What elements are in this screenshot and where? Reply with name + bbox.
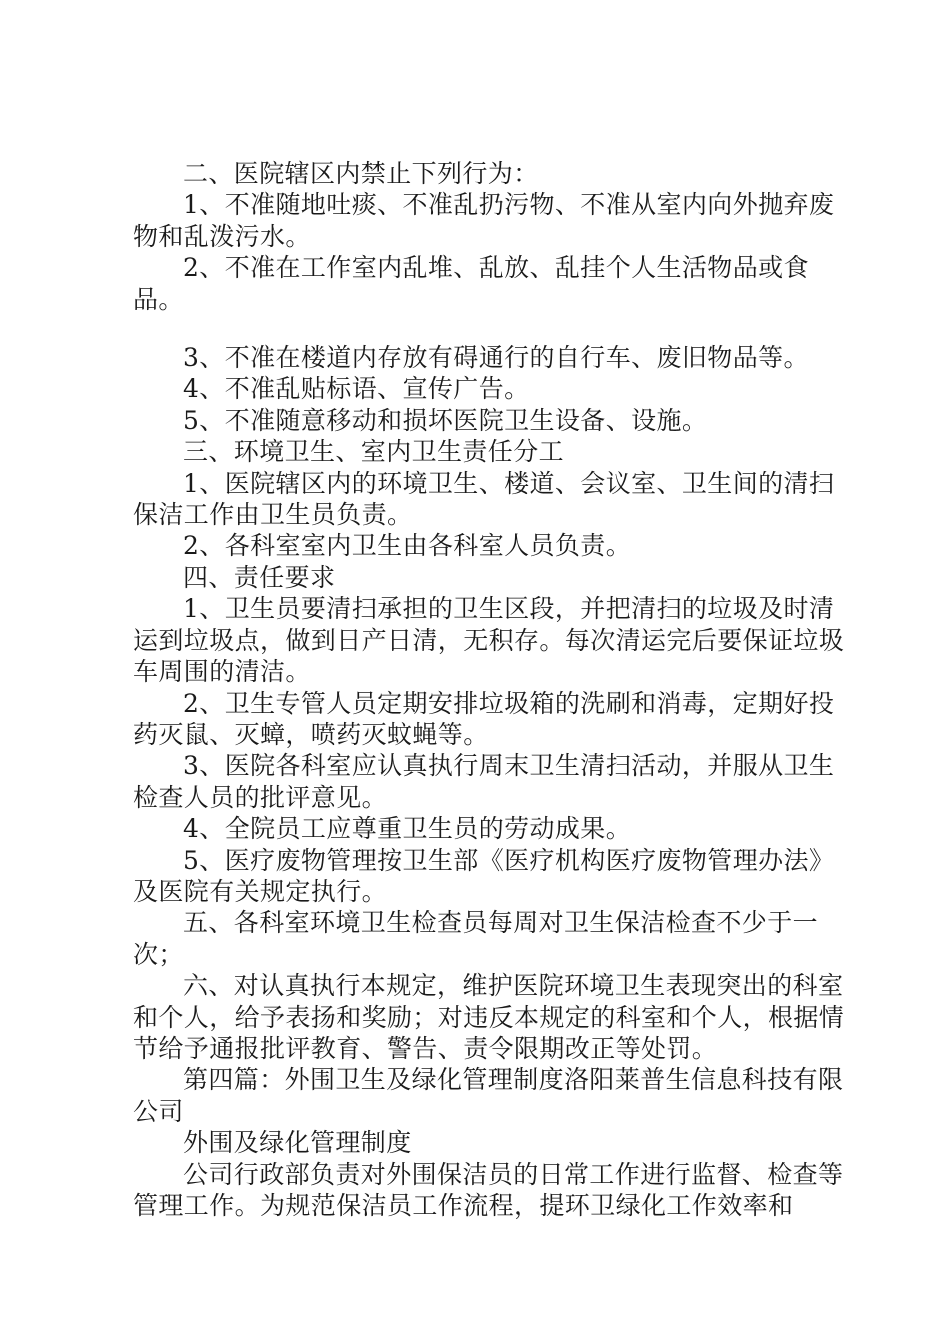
paragraph-rule-3: 3、不准在楼道内存放有碍通行的自行车、废旧物品等。 [183, 343, 809, 373]
paragraph-rule-1: 1、不准随地吐痰、不准乱扔污物、不准从室内向外抛弃废物和乱泼污水。 [133, 190, 835, 251]
paragraph-requirement-3: 3、医院各科室应认真执行周末卫生清扫活动，并服从卫生检查人员的批评意见。 [133, 751, 835, 812]
section-heading-requirements: 四、责任要求 [183, 562, 336, 592]
paragraph-section-six: 六、对认真执行本规定，维护医院环境卫生表现突出的科室和个人，给予表扬和奖励；对违反本规定的科室和个人，根据情节给予通报批评教育、警告、责令限期改正等处罚。 [133, 971, 845, 1063]
paragraph-requirement-2: 2、卫生专管人员定期安排垃圾箱的洗刷和消毒，定期好投药灭鼠、灭蟑，喷药灭蚊蝇等。 [133, 688, 835, 749]
chapter-heading-part-four: 第四篇：外围卫生及绿化管理制度洛阳莱普生信息科技有限公司 [133, 1065, 844, 1126]
paragraph-division-2: 2、各科室室内卫生由各科室人员负责。 [183, 531, 632, 561]
section-heading-prohibited-acts: 二、医院辖区内禁止下列行为： [183, 159, 539, 188]
document-body [133, 158, 845, 1221]
paragraph-requirement-5: 5、医疗废物管理按卫生部《医疗机构医疗废物管理办法》及医院有关规定执行。 [133, 845, 835, 906]
paragraph-division-1: 1、医院辖区内的环境卫生、楼道、会议室、卫生间的清扫保洁工作由卫生员负责。 [133, 468, 835, 530]
paragraph-admin-duties: 公司行政部负责对外围保洁员的日常工作进行监督、检查等管理工作。为规范保洁员工作流程，提环卫绿化工作效率和 [133, 1159, 844, 1220]
paragraph-rule-4: 4、不准乱贴标语、宣传广告。 [183, 374, 530, 404]
section-heading-responsibility-division: 三、环境卫生、室内卫生责任分工 [183, 437, 565, 467]
paragraph-requirement-1: 1、卫生员要清扫承担的卫生区段，并把清扫的垃圾及时清运到垃圾点，做到日产日清，无积存。每次清运完后要保证垃圾车周围的清洁。 [133, 594, 845, 687]
subheading-greening-system: 外围及绿化管理制度 [183, 1128, 412, 1158]
paragraph-section-five: 五、各科室环境卫生检查员每周对卫生保洁检查不少于一次； [133, 908, 819, 969]
paragraph-requirement-4: 4、全院员工应尊重卫生员的劳动成果。 [183, 814, 632, 844]
paragraph-rule-2: 2、不准在工作室内乱堆、乱放、乱挂个人生活物品或食品。 [133, 253, 809, 314]
paragraph-rule-5: 5、不准随意移动和损坏医院卫生设备、设施。 [183, 405, 708, 435]
